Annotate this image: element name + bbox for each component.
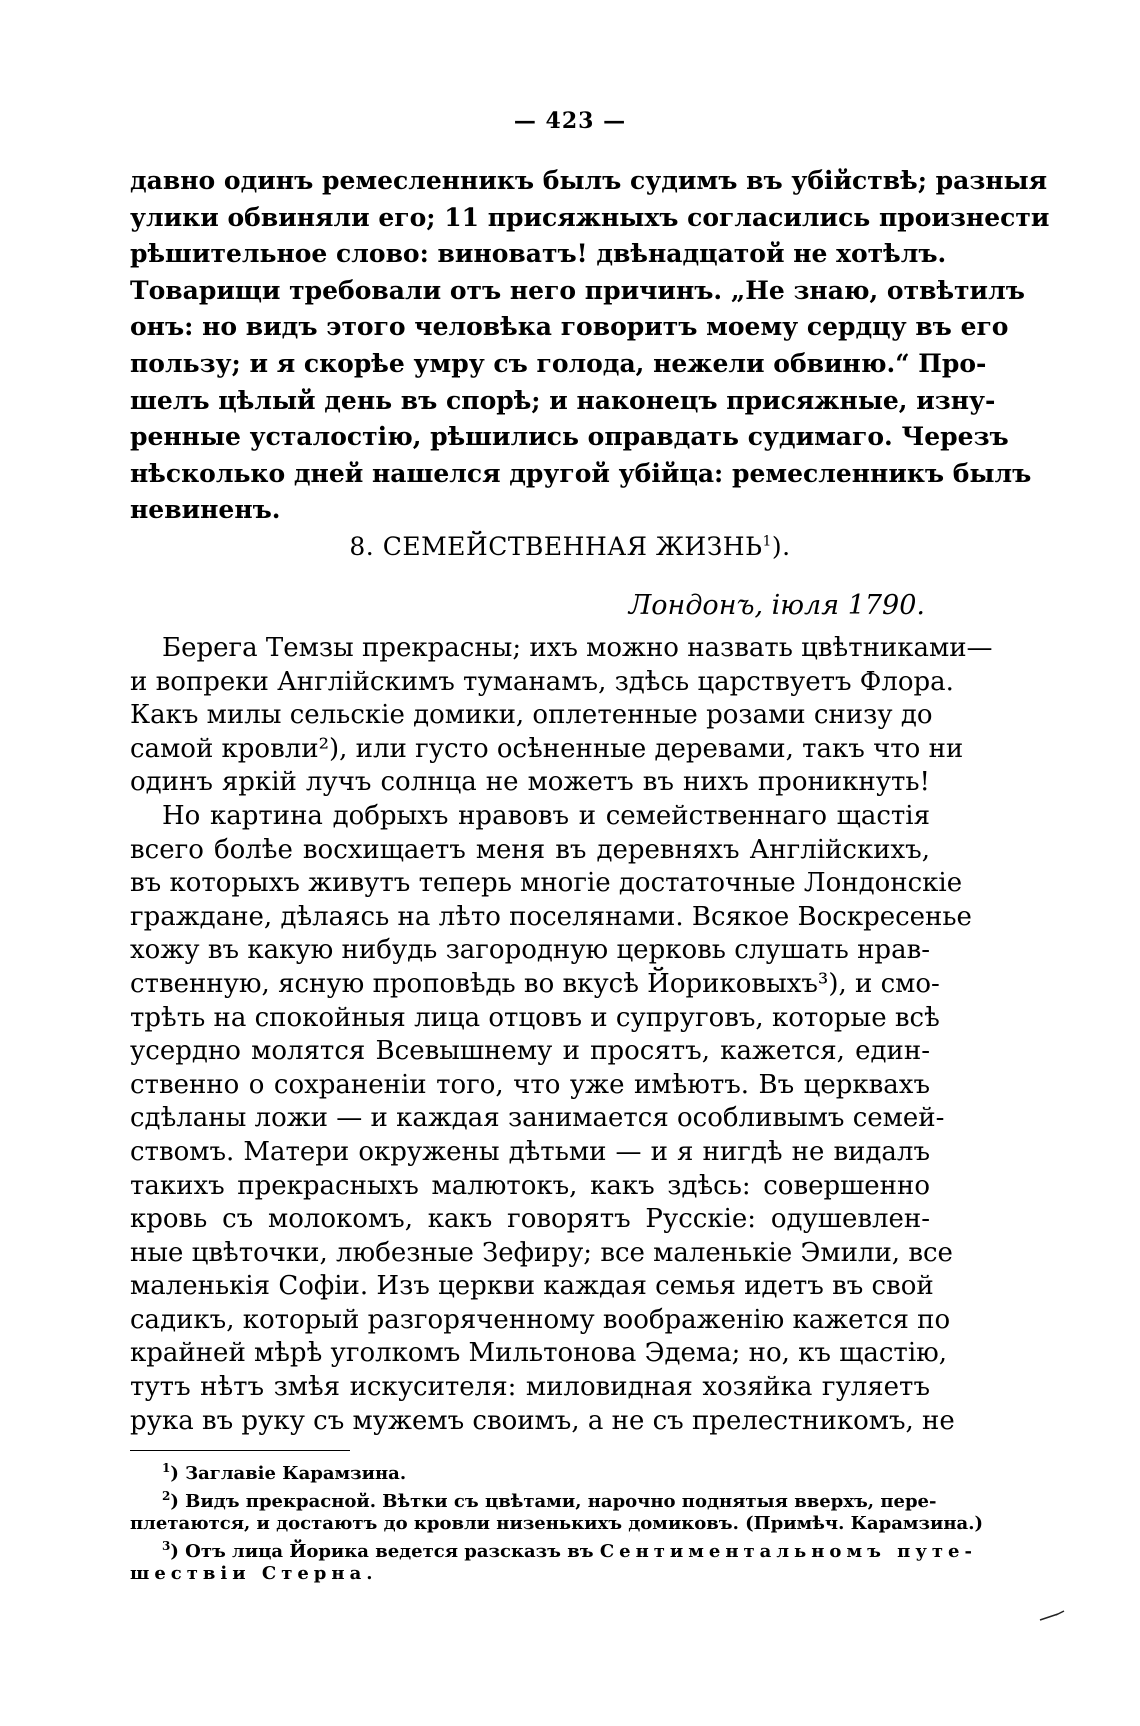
paragraph-continued bbox=[130, 163, 1050, 529]
text-line: рука въ руку съ мужемъ своимъ, а не съ прелестникомъ, не bbox=[130, 1405, 955, 1436]
text-line: самой кровли²), или густо осѣненные деревами, такъ что ни bbox=[130, 733, 964, 764]
text-line: ственно о сохраненіи того, что уже имѣютъ. Въ церквахъ bbox=[130, 1069, 930, 1100]
footnote-text: ) Видъ прекрасной. Вѣтки съ цвѣтами, нарочно поднятыя вверхъ, пере- bbox=[170, 1491, 937, 1512]
footnote-mark: 2 bbox=[162, 1489, 171, 1503]
footnote-line bbox=[130, 1485, 937, 1513]
text-line: рѣшительное слово: виноватъ! двѣнадцатой не хотѣлъ. bbox=[130, 239, 947, 269]
text-line: Какъ милы сельскіе домики, оплетенные розами снизу до bbox=[130, 700, 933, 731]
text-line: трѣть на спокойныя лица отцовъ и супруговъ, которые всѣ bbox=[130, 1002, 940, 1033]
text-line: въ которыхъ живутъ теперь многіе достаточные Лондонскіе bbox=[130, 868, 963, 899]
text-line: невиненъ. bbox=[130, 495, 281, 525]
text-line: маленькія Софіи. Изъ церкви каждая семья идетъ въ свой bbox=[130, 1271, 934, 1302]
text-line: ные цвѣточки, любезные Зефиру; все маленькіе Эмили, все bbox=[130, 1237, 953, 1268]
footnote-mark: 1 bbox=[162, 1461, 171, 1475]
footnotes bbox=[130, 1457, 983, 1585]
text-line: граждане, дѣлаясь на лѣто поселянами. Всякое Воскресенье bbox=[130, 901, 972, 932]
text-line: крайней мѣрѣ уголкомъ Мильтонова Эдема; но, къ щастію, bbox=[130, 1338, 948, 1369]
footnote-spaced-title: Сентиментальномъ путе- bbox=[599, 1541, 977, 1562]
footnote-line: плетаются, и достаютъ до кровли низенькихъ домиковъ. (Примѣч. Карамзина.) bbox=[130, 1513, 983, 1534]
text-line: онъ: но видъ этого человѣка говоритъ моему сердцу въ его bbox=[130, 312, 1009, 342]
section-heading bbox=[0, 532, 1140, 561]
text-line: ственную, ясную проповѣдь во вкусѣ Йориковыхъ³), и смо- bbox=[130, 968, 940, 999]
footnote-line: шествіи Стерна. bbox=[130, 1563, 378, 1584]
text-line: садикъ, который разгоряченному воображенію кажется по bbox=[130, 1304, 951, 1335]
text-line: такихъ прекрасныхъ малютокъ, какъ здѣсь: совершенно bbox=[130, 1170, 930, 1201]
text-line: тутъ нѣтъ змѣя искусителя: миловидная хозяйка гуляетъ bbox=[130, 1372, 930, 1403]
footnote-text: ) Отъ лица Йорика ведется разсказъ въ bbox=[170, 1541, 594, 1562]
text-line: Но картина добрыхъ нравовъ и семейственнаго щастія bbox=[162, 800, 930, 831]
heading-footnote-mark: 1 bbox=[762, 533, 772, 550]
dateline: Лондонъ, іюля 1790. bbox=[628, 590, 925, 621]
pencil-mark-icon bbox=[1038, 1610, 1068, 1622]
text-line: ствомъ. Матери окружены дѣтьми — и я нигдѣ не видалъ bbox=[130, 1136, 930, 1167]
text-line: и вопреки Англійскимъ туманамъ, здѣсь царствуетъ Флора. bbox=[130, 666, 954, 697]
text-line: ренные усталостію, рѣшились оправдать судимаго. Черезъ bbox=[130, 422, 1009, 452]
text-line: всего болѣе восхищаетъ меня въ деревняхъ Англійскихъ, bbox=[130, 834, 930, 865]
footnote-line bbox=[130, 1457, 930, 1485]
text-line: улики обвиняли его; 11 присяжныхъ согласились произнести bbox=[130, 202, 1050, 232]
paragraph-main bbox=[130, 632, 993, 1438]
text-line: пользу; и я скорѣе умру съ голода, нежели обвиню.“ Про- bbox=[130, 348, 987, 378]
text-line: шелъ цѣлый день въ спорѣ; и наконецъ присяжные, изну- bbox=[130, 385, 996, 415]
text-line: нѣсколько дней нашелся другой убійца: ремесленникъ былъ bbox=[130, 458, 1032, 488]
text-line: одинъ яркій лучъ солнца не можетъ въ нихъ проникнуть! bbox=[130, 767, 930, 798]
text-line: кровь съ молокомъ, какъ говорятъ Русскіе: одушевлен- bbox=[130, 1204, 930, 1235]
section-heading-text: 8. СЕМЕЙСТВЕННАЯ ЖИЗНЬ bbox=[349, 532, 763, 561]
footnote-divider bbox=[130, 1450, 350, 1451]
text-line: усердно молятся Всевышнему и просятъ, кажется, един- bbox=[130, 1036, 930, 1067]
footnote-line bbox=[130, 1535, 977, 1563]
text-line: Берега Темзы прекрасны; ихъ можно назвать цвѣтниками— bbox=[162, 633, 993, 663]
text-line: хожу въ какую нибудь загородную церковь слушать нрав- bbox=[130, 935, 930, 966]
heading-tail: ). bbox=[771, 532, 791, 561]
text-line: сдѣланы ложи — и каждая занимается особливымъ семей- bbox=[130, 1103, 945, 1134]
text-line: Товарищи требовали отъ него причинъ. „Не знаю, отвѣтилъ bbox=[130, 275, 1025, 305]
text-line: давно одинъ ремесленникъ былъ судимъ въ убійствѣ; разныя bbox=[130, 166, 1048, 195]
footnote-mark: 3 bbox=[162, 1539, 171, 1553]
footnote-text: ) Заглавіе Карамзина. bbox=[170, 1463, 407, 1484]
page-number: — 423 — bbox=[513, 108, 627, 134]
